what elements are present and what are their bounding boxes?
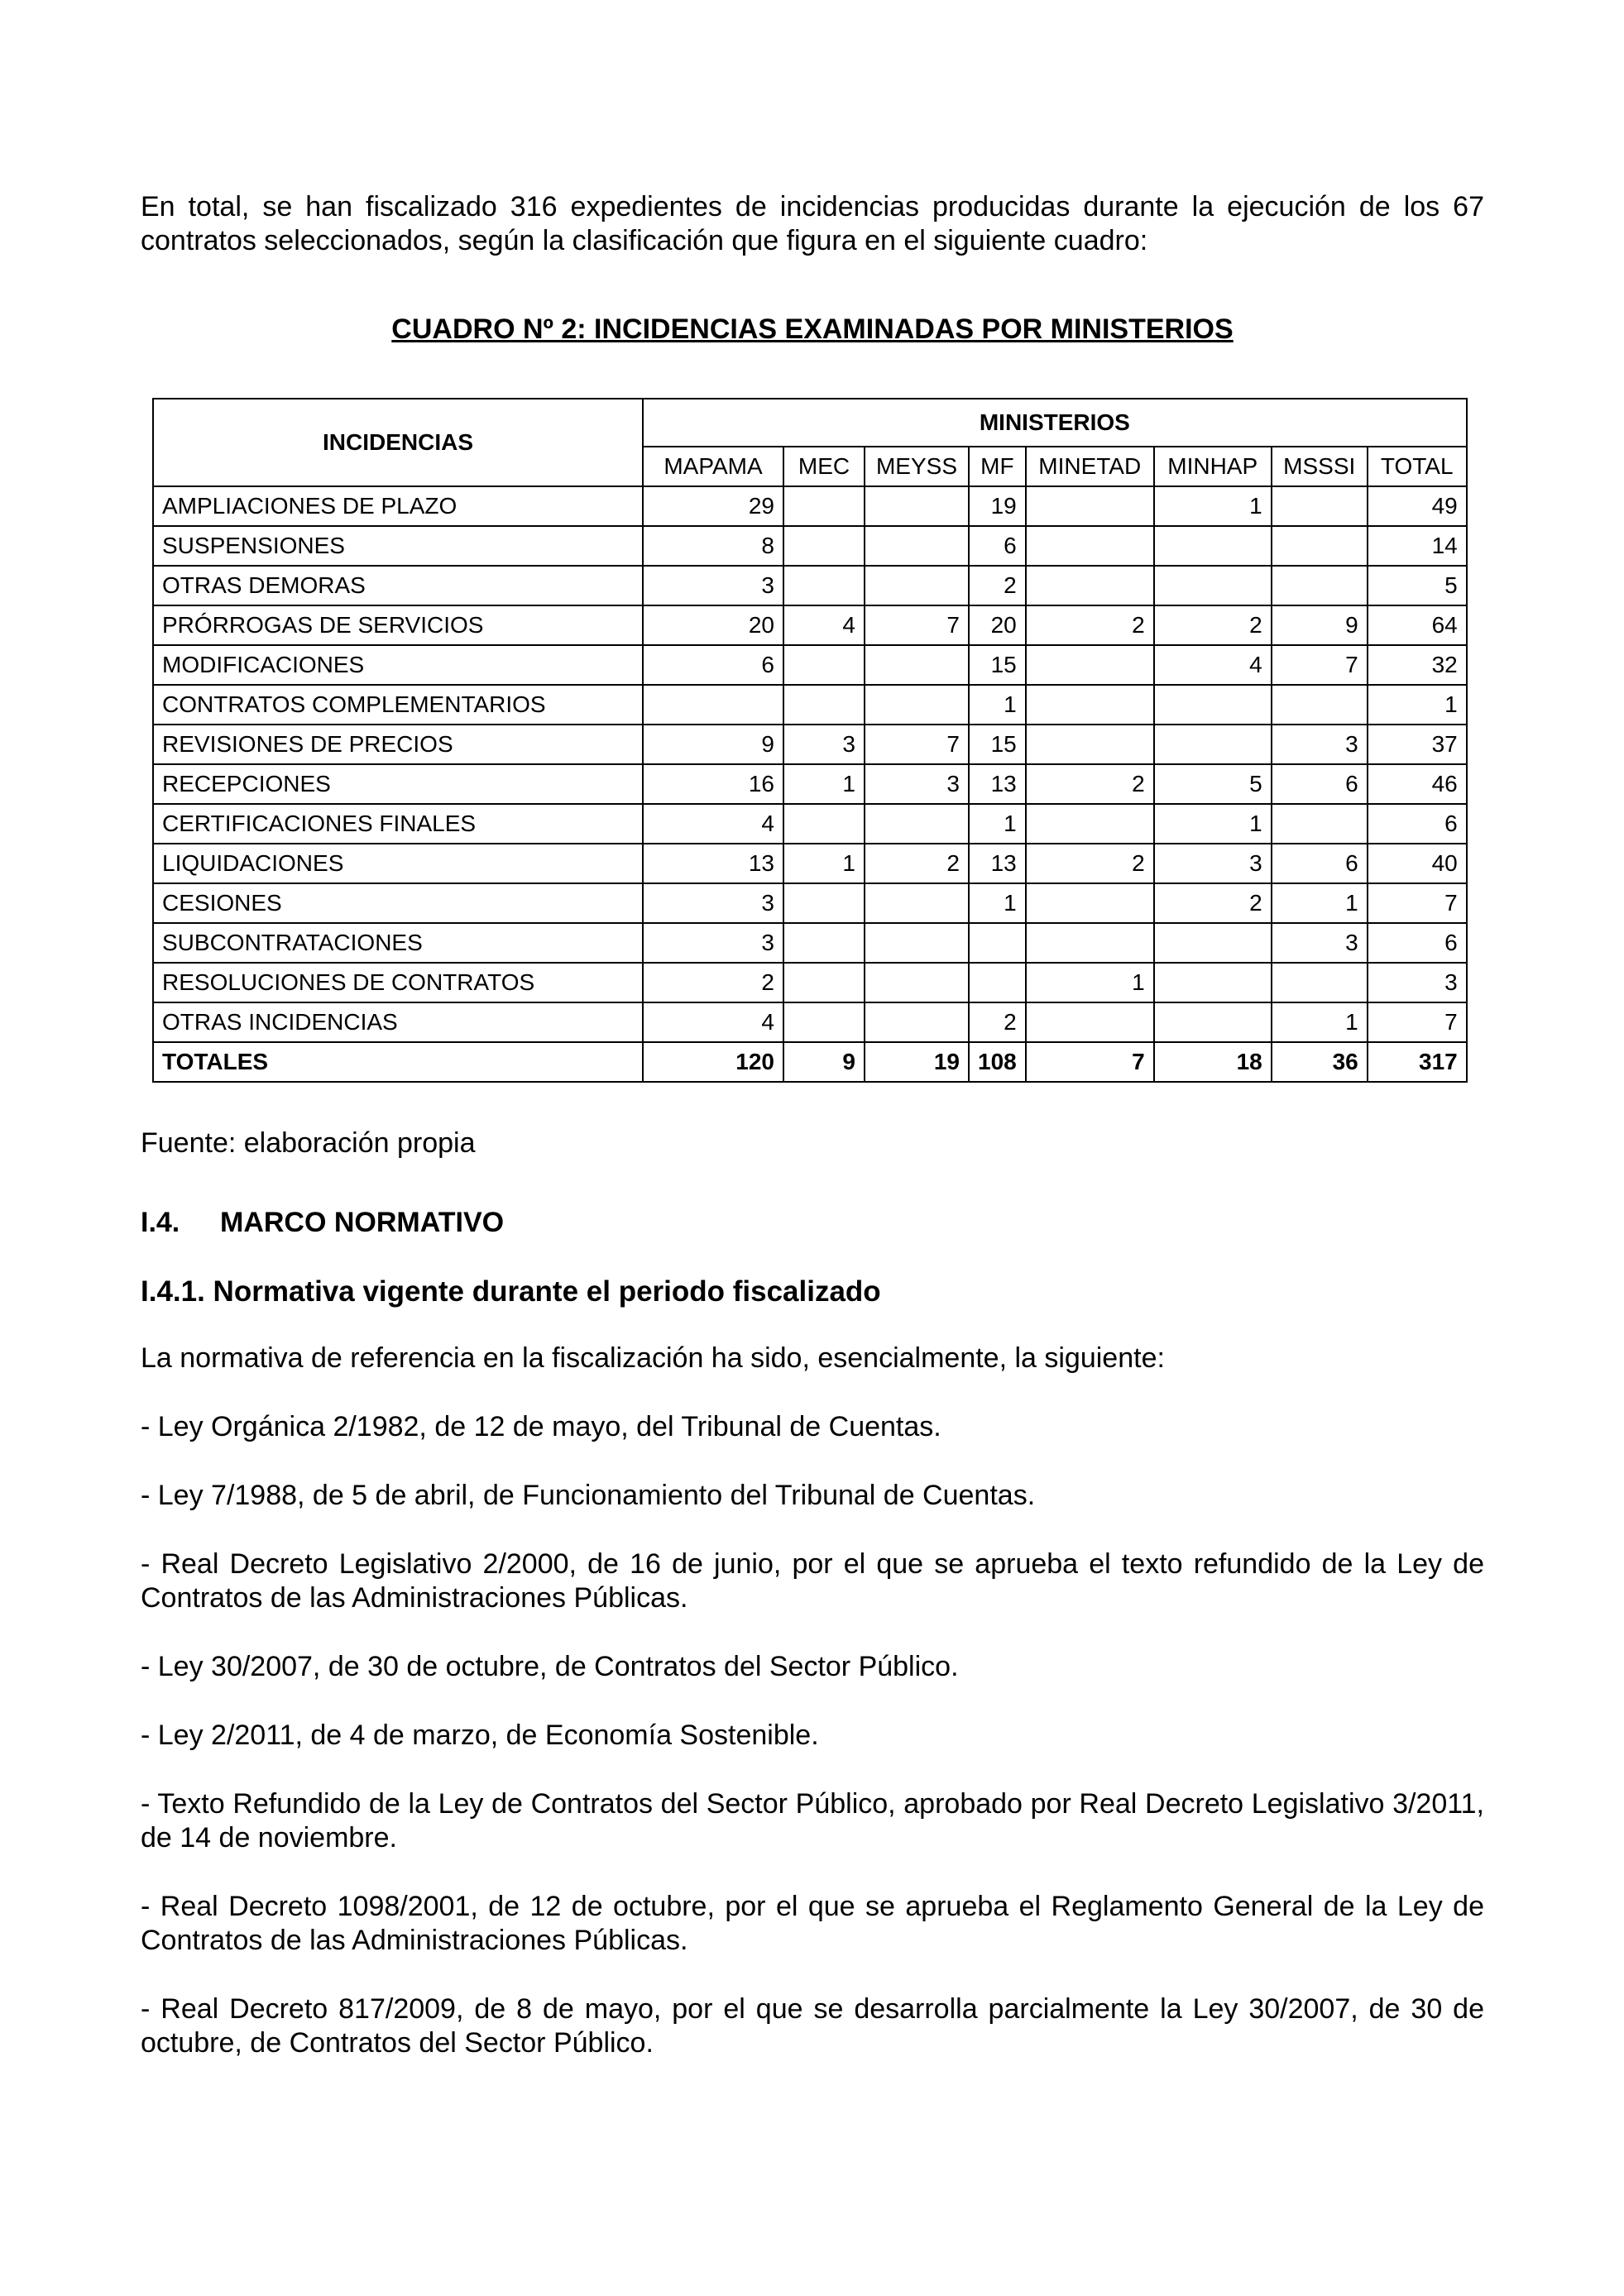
table-cell: 46 bbox=[1368, 764, 1467, 804]
table-cell bbox=[783, 566, 865, 605]
table-cell: 317 bbox=[1368, 1042, 1467, 1082]
table-cell: 7 bbox=[1368, 883, 1467, 923]
row-label: SUBCONTRATACIONES bbox=[153, 923, 643, 963]
table-cell: 64 bbox=[1368, 605, 1467, 645]
table-cell: 7 bbox=[865, 725, 969, 764]
header-ministerios: MINISTERIOS bbox=[643, 399, 1467, 447]
regulation-item: - Ley 2/2011, de 4 de marzo, de Economía Sostenible. bbox=[141, 1720, 819, 1751]
table-cell bbox=[643, 685, 783, 725]
table-cell: 7 bbox=[1026, 1042, 1154, 1082]
table-cell: 7 bbox=[1272, 645, 1368, 685]
row-label: SUSPENSIONES bbox=[153, 526, 643, 566]
table-row bbox=[153, 1002, 1467, 1042]
regulation-item: - Real Decreto 817/2009, de 8 de mayo, por el que se desarrolla parcialmente la Ley 30/2007, de 30 de octubre, de Contratos del Sector Público. bbox=[141, 1993, 1484, 2059]
table-cell: 18 bbox=[1154, 1042, 1272, 1082]
table-cell bbox=[1154, 923, 1272, 963]
subsection-heading: I.4.1. Normativa vigente durante el periodo fiscalizado bbox=[141, 1275, 881, 1308]
regulation-item: - Ley 30/2007, de 30 de octubre, de Contratos del Sector Público. bbox=[141, 1651, 959, 1682]
table-cell: 3 bbox=[643, 883, 783, 923]
table-row bbox=[153, 685, 1467, 725]
table-cell bbox=[865, 685, 969, 725]
table-cell: 3 bbox=[1154, 844, 1272, 883]
table-body bbox=[153, 486, 1467, 1082]
table-row bbox=[153, 844, 1467, 883]
column-header: MAPAMA bbox=[643, 447, 783, 486]
table-cell: 1 bbox=[969, 685, 1026, 725]
table-cell bbox=[865, 645, 969, 685]
table-cell bbox=[1026, 685, 1154, 725]
table-cell: 1 bbox=[783, 844, 865, 883]
table-row bbox=[153, 804, 1467, 844]
row-label: LIQUIDACIONES bbox=[153, 844, 643, 883]
table-cell: 13 bbox=[969, 844, 1026, 883]
table-cell bbox=[783, 685, 865, 725]
table-row bbox=[153, 725, 1467, 764]
table-cell bbox=[1154, 526, 1272, 566]
table-cell: 2 bbox=[643, 963, 783, 1002]
table-cell: 2 bbox=[1026, 764, 1154, 804]
row-label: CONTRATOS COMPLEMENTARIOS bbox=[153, 685, 643, 725]
table-cell: 3 bbox=[1272, 725, 1368, 764]
table-cell: 2 bbox=[1026, 844, 1154, 883]
table-cell: 20 bbox=[643, 605, 783, 645]
table-cell bbox=[1026, 526, 1154, 566]
table-cell bbox=[1154, 1002, 1272, 1042]
table-cell bbox=[1272, 804, 1368, 844]
row-label: PRÓRROGAS DE SERVICIOS bbox=[153, 605, 643, 645]
table-row bbox=[153, 883, 1467, 923]
table-cell: 19 bbox=[865, 1042, 969, 1082]
table-cell: 20 bbox=[969, 605, 1026, 645]
table-cell bbox=[865, 486, 969, 526]
table-cell: 4 bbox=[643, 804, 783, 844]
regulation-item: - Texto Refundido de la Ley de Contratos del Sector Público, aprobado por Real Decreto Legislativo 3/2011, de 14 de noviembre. bbox=[141, 1788, 1484, 1854]
table-cell: 32 bbox=[1368, 645, 1467, 685]
table-cell bbox=[1026, 486, 1154, 526]
row-label: OTRAS INCIDENCIAS bbox=[153, 1002, 643, 1042]
table-cell: 2 bbox=[969, 566, 1026, 605]
row-label: CESIONES bbox=[153, 883, 643, 923]
header-incidencias: INCIDENCIAS bbox=[153, 399, 643, 486]
table-cell bbox=[865, 923, 969, 963]
row-label: OTRAS DEMORAS bbox=[153, 566, 643, 605]
table-cell: 120 bbox=[643, 1042, 783, 1082]
table-cell: 1 bbox=[1272, 883, 1368, 923]
table-cell bbox=[969, 963, 1026, 1002]
table-cell bbox=[865, 526, 969, 566]
table-cell bbox=[1026, 645, 1154, 685]
row-label: REVISIONES DE PRECIOS bbox=[153, 725, 643, 764]
table-cell: 29 bbox=[643, 486, 783, 526]
regulation-item: - Ley 7/1988, de 5 de abril, de Funcionamiento del Tribunal de Cuentas. bbox=[141, 1480, 1036, 1511]
table-cell: 2 bbox=[969, 1002, 1026, 1042]
table-cell bbox=[783, 526, 865, 566]
table-cell bbox=[1026, 566, 1154, 605]
section-number: I.4. bbox=[141, 1207, 180, 1238]
table-row bbox=[153, 645, 1467, 685]
table-cell: 5 bbox=[1154, 764, 1272, 804]
table-cell bbox=[1272, 963, 1368, 1002]
table-cell bbox=[783, 486, 865, 526]
regulations-list bbox=[141, 1342, 1484, 2095]
table-row bbox=[153, 963, 1467, 1002]
table-cell: 1 bbox=[1154, 486, 1272, 526]
table-cell: 4 bbox=[783, 605, 865, 645]
row-label: AMPLIACIONES DE PLAZO bbox=[153, 486, 643, 526]
table-cell: 36 bbox=[1272, 1042, 1368, 1082]
table-cell: 6 bbox=[1368, 923, 1467, 963]
table-cell bbox=[783, 804, 865, 844]
row-label: MODIFICACIONES bbox=[153, 645, 643, 685]
table-cell: 7 bbox=[865, 605, 969, 645]
table-cell: 13 bbox=[969, 764, 1026, 804]
table-header-row-top bbox=[153, 399, 1467, 447]
table-cell: 9 bbox=[643, 725, 783, 764]
table-cell bbox=[1272, 566, 1368, 605]
table-cell bbox=[783, 1002, 865, 1042]
table-cell: 15 bbox=[969, 725, 1026, 764]
table-cell: 2 bbox=[1154, 605, 1272, 645]
section-title: MARCO NORMATIVO bbox=[220, 1207, 505, 1238]
table-cell bbox=[1154, 725, 1272, 764]
table-cell bbox=[1026, 804, 1154, 844]
table-cell: 4 bbox=[643, 1002, 783, 1042]
table-cell: 6 bbox=[1272, 844, 1368, 883]
table-cell bbox=[1154, 963, 1272, 1002]
table-cell: 3 bbox=[643, 923, 783, 963]
table-row bbox=[153, 605, 1467, 645]
table-cell bbox=[1272, 526, 1368, 566]
row-label: RESOLUCIONES DE CONTRATOS bbox=[153, 963, 643, 1002]
table-cell: 108 bbox=[969, 1042, 1026, 1082]
table-cell: 1 bbox=[969, 804, 1026, 844]
table-cell: 2 bbox=[865, 844, 969, 883]
table-cell bbox=[1026, 725, 1154, 764]
column-header: TOTAL bbox=[1368, 447, 1467, 486]
row-label: CERTIFICACIONES FINALES bbox=[153, 804, 643, 844]
table-cell: 3 bbox=[643, 566, 783, 605]
table-title: CUADRO Nº 2: INCIDENCIAS EXAMINADAS POR MINISTERIOS bbox=[391, 313, 1234, 345]
table-cell bbox=[865, 883, 969, 923]
table-cell: 1 bbox=[1368, 685, 1467, 725]
table-row bbox=[153, 923, 1467, 963]
table-cell bbox=[969, 923, 1026, 963]
table-row bbox=[153, 764, 1467, 804]
table-cell bbox=[783, 963, 865, 1002]
intro-paragraph: En total, se han fiscalizado 316 expedientes de incidencias producidas durante la ejecución de los 67 contratos seleccionados, según la clasificación que figura en el siguiente cuadro: bbox=[141, 191, 1484, 256]
table-cell: 19 bbox=[969, 486, 1026, 526]
section-heading bbox=[141, 1206, 504, 1240]
table-cell bbox=[865, 1002, 969, 1042]
column-header: MEC bbox=[783, 447, 865, 486]
table-cell: 1 bbox=[783, 764, 865, 804]
table-cell bbox=[783, 883, 865, 923]
table-cell: 6 bbox=[643, 645, 783, 685]
column-header: MSSSI bbox=[1272, 447, 1368, 486]
table-cell: 14 bbox=[1368, 526, 1467, 566]
table-cell: 1 bbox=[1154, 804, 1272, 844]
totals-row bbox=[153, 1042, 1467, 1082]
row-label: TOTALES bbox=[153, 1042, 643, 1082]
table-cell: 2 bbox=[1154, 883, 1272, 923]
table-cell: 40 bbox=[1368, 844, 1467, 883]
table-cell bbox=[865, 963, 969, 1002]
table-cell bbox=[783, 645, 865, 685]
table-cell bbox=[1026, 923, 1154, 963]
incidences-table bbox=[152, 398, 1468, 1083]
table-cell: 3 bbox=[783, 725, 865, 764]
table-cell bbox=[1272, 685, 1368, 725]
regulations-intro: La normativa de referencia en la fiscalización ha sido, esencialmente, la siguiente: bbox=[141, 1342, 1165, 1374]
table-cell bbox=[1026, 1002, 1154, 1042]
regulation-item: - Real Decreto Legislativo 2/2000, de 16 de junio, por el que se aprueba el texto refundido de la Ley de Contratos de las Administraciones Públicas. bbox=[141, 1548, 1484, 1614]
table-cell: 4 bbox=[1154, 645, 1272, 685]
table-cell bbox=[865, 804, 969, 844]
table-cell: 15 bbox=[969, 645, 1026, 685]
table-cell: 3 bbox=[1368, 963, 1467, 1002]
regulation-item: - Ley Orgánica 2/1982, de 12 de mayo, del Tribunal de Cuentas. bbox=[141, 1411, 941, 1442]
table-row bbox=[153, 566, 1467, 605]
table-cell bbox=[1272, 486, 1368, 526]
table-cell bbox=[1154, 566, 1272, 605]
table-cell bbox=[865, 566, 969, 605]
column-header: MF bbox=[969, 447, 1026, 486]
table-cell bbox=[783, 923, 865, 963]
table-cell: 7 bbox=[1368, 1002, 1467, 1042]
table-row bbox=[153, 526, 1467, 566]
table-cell: 3 bbox=[865, 764, 969, 804]
row-label: RECEPCIONES bbox=[153, 764, 643, 804]
table-source: Fuente: elaboración propia bbox=[141, 1127, 476, 1159]
table-cell: 49 bbox=[1368, 486, 1467, 526]
column-header: MINHAP bbox=[1154, 447, 1272, 486]
table-cell: 1 bbox=[1026, 963, 1154, 1002]
table-cell bbox=[1026, 883, 1154, 923]
table-row bbox=[153, 486, 1467, 526]
regulation-item: - Real Decreto 1098/2001, de 12 de octubre, por el que se aprueba el Reglamento General de la Ley de Contratos de las Administraciones Públicas. bbox=[141, 1891, 1484, 1956]
table-cell: 6 bbox=[969, 526, 1026, 566]
table-cell: 8 bbox=[643, 526, 783, 566]
table-cell: 5 bbox=[1368, 566, 1467, 605]
table-cell: 9 bbox=[1272, 605, 1368, 645]
table-cell bbox=[1154, 685, 1272, 725]
table-cell: 9 bbox=[783, 1042, 865, 1082]
table-cell: 16 bbox=[643, 764, 783, 804]
table-cell: 6 bbox=[1272, 764, 1368, 804]
table-cell: 1 bbox=[1272, 1002, 1368, 1042]
table-cell: 37 bbox=[1368, 725, 1467, 764]
table-cell: 2 bbox=[1026, 605, 1154, 645]
column-header: MEYSS bbox=[865, 447, 969, 486]
table-cell: 1 bbox=[969, 883, 1026, 923]
table-cell: 13 bbox=[643, 844, 783, 883]
table-cell: 3 bbox=[1272, 923, 1368, 963]
table-cell: 6 bbox=[1368, 804, 1467, 844]
column-header: MINETAD bbox=[1026, 447, 1154, 486]
